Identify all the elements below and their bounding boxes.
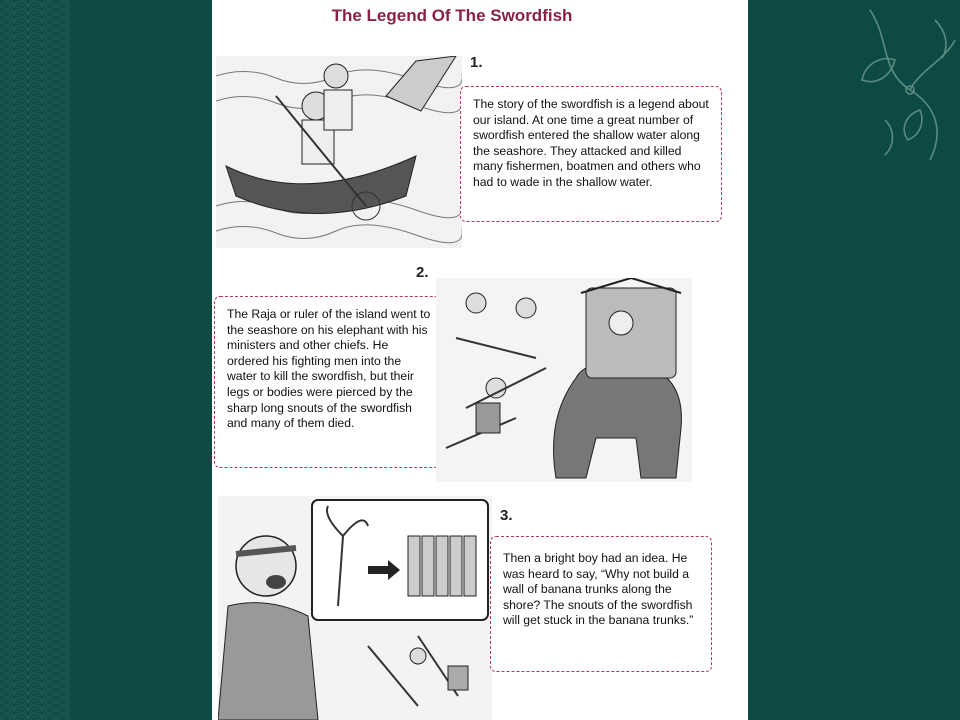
- panel-3-number: 3.: [500, 507, 513, 524]
- panel-1-text-box: The story of the swordfish is a legend about our island. At one time a great number of swordfish entered the shallow water along the seashore. They attacked and killed many fishermen, boatmen and others who had to wade in the shallow water.: [460, 86, 722, 222]
- raja-elephant-illustration: [436, 278, 692, 482]
- page-title: The Legend Of The Swordfish: [331, 6, 573, 25]
- boy-idea-illustration: [218, 496, 492, 720]
- panel-3-text-box: Then a bright boy had an idea. He was heard to say, “Why not build a wall of banana trunks along the shore? The snouts of the swordfish will get stuck in the banana trunks.”: [490, 536, 712, 672]
- panel-1-number: 1.: [470, 54, 483, 71]
- fishermen-boat-illustration: [216, 56, 462, 248]
- panel-2-text-box: The Raja or ruler of the island went to the seashore on his elephant with his ministers and other chiefs. He ordered his fighting men into the water to kill the swordfish, but their legs or bodies were pierced by the sharp long snouts of the swordfish and many of them died.: [214, 296, 440, 468]
- panel-2-number: 2.: [416, 264, 429, 281]
- floral-ornament-icon: [850, 0, 960, 180]
- decorative-pattern-strip: [0, 0, 70, 720]
- story-page: [212, 0, 748, 720]
